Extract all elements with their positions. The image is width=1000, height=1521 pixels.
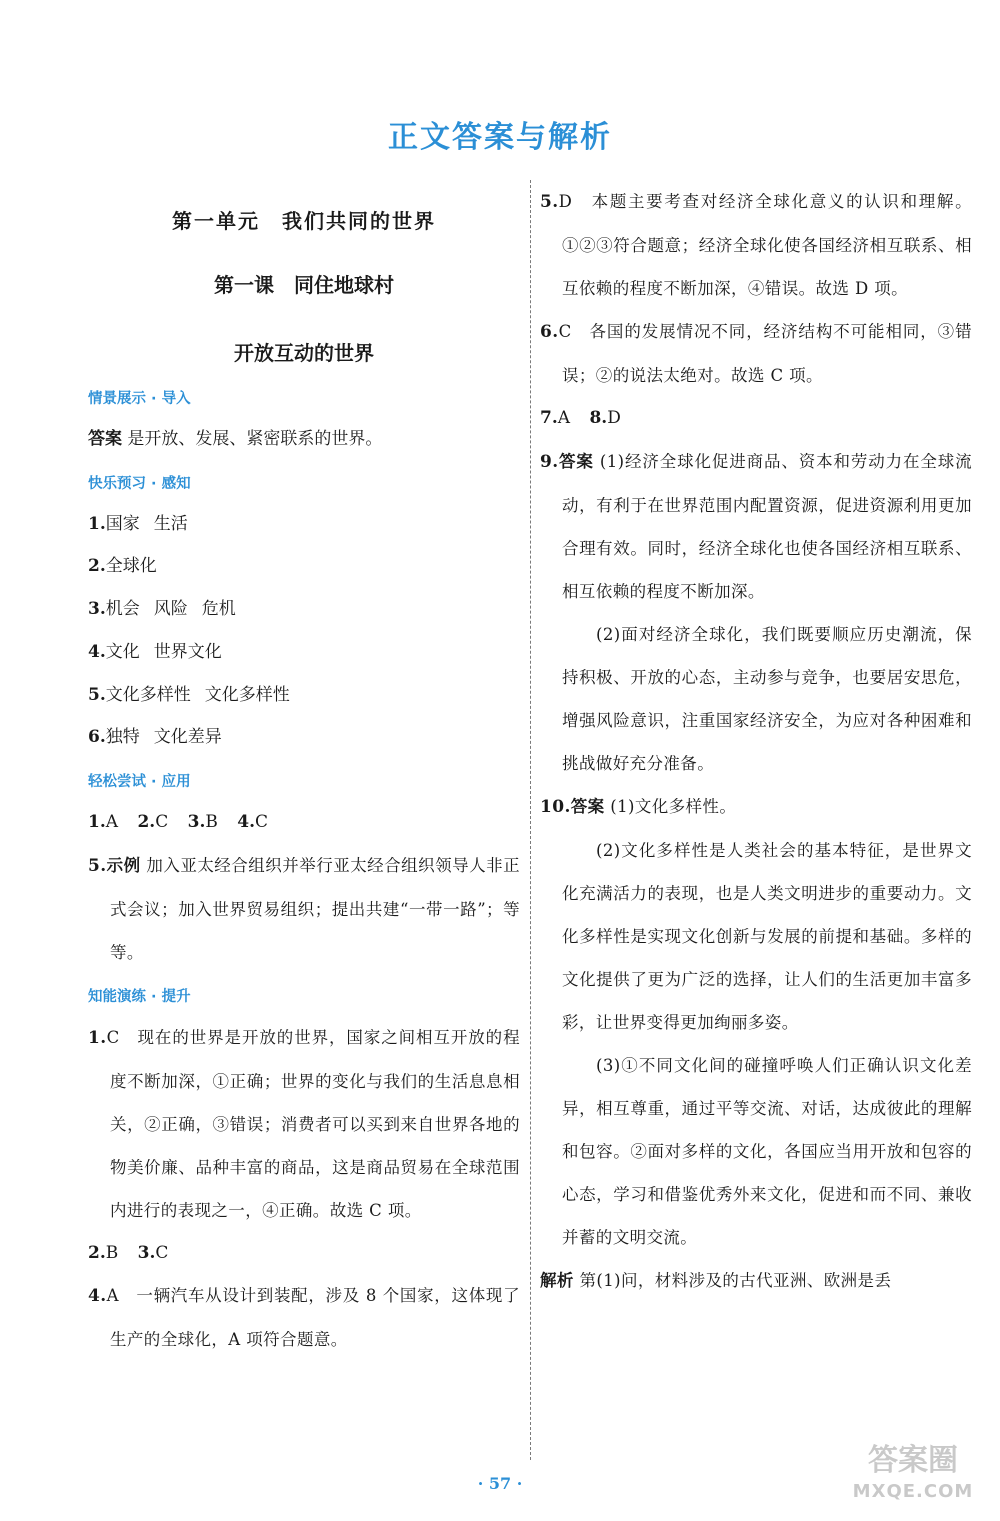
intro-answer [88,418,520,461]
column-divider [530,180,531,1460]
answer-9-part-2: (2)面对经济全球化，我们既要顺应历史潮流，保持积极、开放的心态，主动参与竞争，也要居安思危，增强风险意识，注重国家经济安全，为应对各种困难和挑战做好充分准备。 [562,624,972,773]
try-answers-1-4: 1.A 2.C 3.B 4.C [88,811,269,832]
try-answer-5: 5.示例 加入亚太经合组织并举行亚太经合组织领导人非正式会议；加入世界贸易组织；提出共建“一带一路”；等等。 [88,855,520,962]
preview-item: 1.国家 生活 [88,513,188,534]
example-label: 示例 [106,855,141,875]
preview-item: 6.独特 文化差异 [88,727,222,748]
practice-answer-1: 1.C 现在的世界是开放的世界，国家之间相互开放的程度不断加深，①正确；世界的变化与我们的生活息息相关，②正确，③错误；消费者可以买到来自世界各地的物美价廉、品种丰富的商品，这是商品贸易在全球范围内进行的表现之一，④正确。故选 C 项。 [88,1027,520,1220]
watermark-url: MXQE.COM [852,1481,974,1502]
answer-label: 答案 [88,429,122,449]
answer-9-part-1: 9.答案 (1)经济全球化促进商品、资本和劳动力在全球流动，有利于在世界范围内配置资源，促进资源利用更加合理有效。同时，经济全球化也使各国经济相互联系、相互依赖的程度不断加深。 [540,451,972,601]
right-column [540,180,972,1302]
answer-text: 是开放、发展、紧密联系的世界。 [127,429,383,449]
answer-label: 答案 [558,451,594,471]
practice-answers-2-3: 2.B 3.C [88,1242,169,1263]
topic-title: 开放互动的世界 [234,341,374,365]
practice-answer-4: 4.A 一辆汽车从设计到装配，涉及 8 个国家，这体现了生产的全球化，A 项符合题意。 [88,1286,520,1350]
left-column [88,180,520,1361]
page-title: 正文答案与解析 [388,120,612,155]
preview-item: 3.机会 风险 危机 [88,599,236,620]
section-preview: 快乐预习 · 感知 [88,475,191,492]
answer-label: 答案 [570,796,605,816]
lesson-title: 第一课 同住地球村 [214,273,394,297]
answers-7-8: 7.A 8.D [540,408,621,428]
answer-10-part-1: 10.答案 (1)文化多样性。 [540,796,737,817]
preview-item: 2.全球化 [88,556,157,577]
section-try: 轻松尝试 · 应用 [88,773,191,790]
answer-5: 5.D 本题主要考查对经济全球化意义的认识和理解。①②③符合题意；经济全球化使各国经济相互联系、相互依赖的程度不断加深，④错误。故选 D 项。 [540,192,972,298]
preview-item: 4.文化 世界文化 [88,641,222,662]
page-number: · 57 · [477,1474,523,1493]
analysis: 解析 第(1)问，材料涉及的古代亚洲、欧洲是丢 [540,1270,892,1290]
answer-6: 6.C 各国的发展情况不同，经济结构不可能相同，③错误；②的说法太绝对。故选 C 项。 [540,322,972,385]
section-practice: 知能演练 · 提升 [88,988,191,1005]
answer-10-part-3: (3)①不同文化间的碰撞呼唤人们正确认识文化差异，相互尊重，通过平等交流、对话，达成彼此的理解和包容。②面对多样的文化，各国应当用开放和包容的心态，学习和借鉴优秀外来文化，促进和而不同、兼收并蓄的文明交流。 [562,1055,972,1247]
watermark [838,1441,988,1511]
watermark-logo: 答案圈 [868,1443,958,1478]
answer-10-part-2: (2)文化多样性是人类社会的基本特征，是世界文化充满活力的表现，也是人类文明进步的重要动力。文化多样性是实现文化创新与发展的前提和基础。多样的文化提供了更为广泛的选择，让人们的生活更加丰富多彩，让世界变得更加绚丽多姿。 [562,840,972,1032]
analysis-label: 解析 [540,1270,574,1290]
unit-title: 第一单元 我们共同的世界 [172,209,436,233]
preview-item: 5.文化多样性 文化多样性 [88,684,290,705]
section-intro: 情景展示 · 导入 [88,391,191,407]
